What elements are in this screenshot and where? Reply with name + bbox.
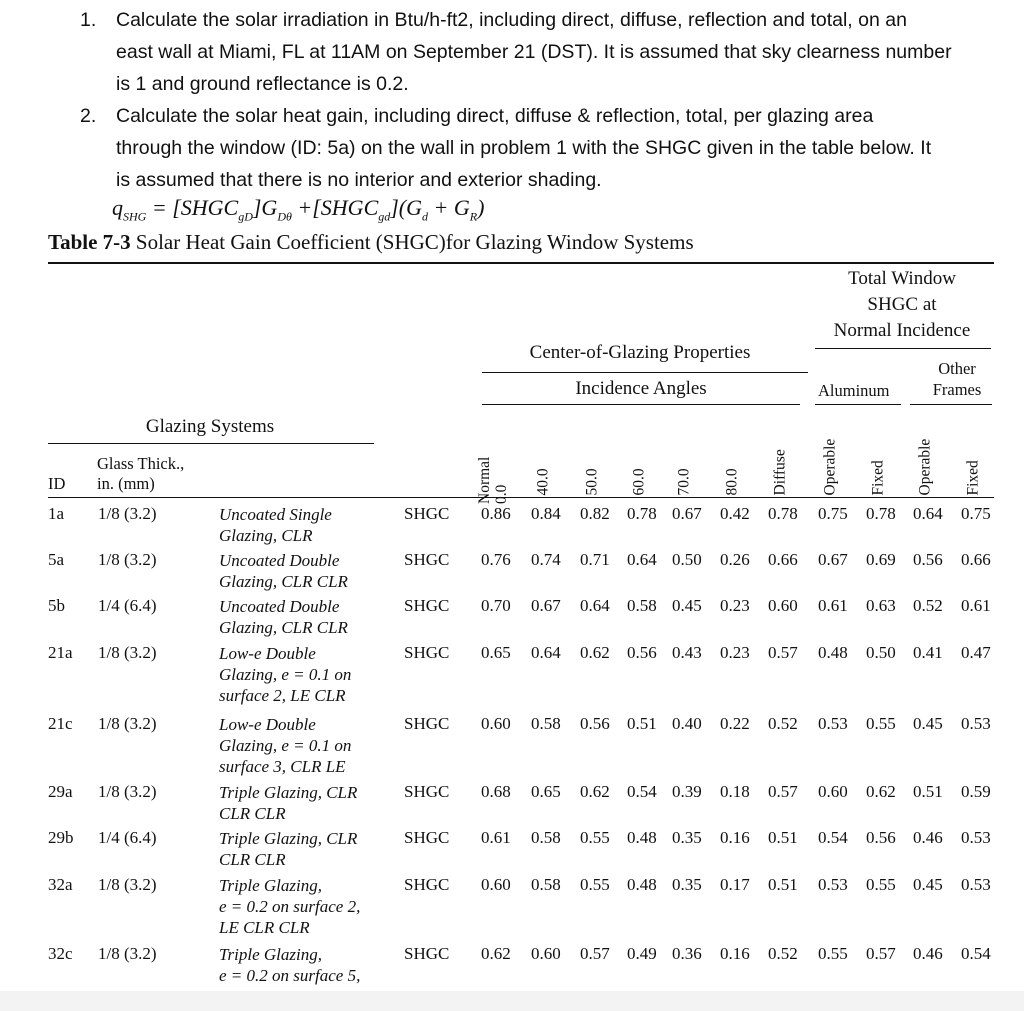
description-line: CLR CLR: [219, 850, 286, 869]
description-line: Triple Glazing, CLR: [219, 783, 358, 802]
row-value: 0.60: [818, 782, 848, 801]
row-value: 0.56: [913, 550, 943, 569]
row-id: 29a: [48, 782, 73, 801]
row-value: 0.16: [720, 828, 750, 847]
row-value: 0.47: [961, 643, 991, 662]
row-thickness: 1/4 (6.4): [98, 828, 157, 847]
header-total-window: Total Window SHGC at Normal Incidence: [833, 268, 971, 341]
row-value: 0.35: [672, 828, 702, 847]
column-header: 50.0: [583, 468, 601, 496]
rule-glazing-systems: [48, 443, 374, 444]
table-number: Table 7-3: [48, 230, 131, 254]
rule-center-glazing: [482, 372, 808, 373]
column-header: 80.0: [723, 468, 741, 496]
row-value: 0.53: [961, 828, 991, 847]
row-value: 0.63: [866, 596, 896, 615]
row-value: 0.46: [913, 944, 943, 963]
row-value: 0.61: [818, 596, 848, 615]
row-value: 0.52: [768, 714, 798, 733]
column-header: Fixed: [964, 460, 982, 496]
question-line: Calculate the solar heat gain, including direct, diffuse & reflection, total, per glazing area: [116, 105, 874, 127]
row-value: 0.75: [961, 504, 991, 523]
description-line: Glazing, e = 0.1 on: [219, 736, 352, 755]
row-thickness: 1/8 (3.2): [98, 944, 157, 963]
row-id: 32a: [48, 875, 73, 894]
row-description: [219, 875, 394, 938]
row-value: 0.48: [627, 875, 657, 894]
row-description: [219, 504, 394, 546]
description-line: Triple Glazing,: [219, 945, 322, 964]
row-label: SHGC: [404, 714, 450, 733]
row-value: 0.55: [818, 944, 848, 963]
row-value: 0.58: [627, 596, 657, 615]
row-value: 0.43: [672, 643, 702, 662]
question-line: Calculate the solar irradiation in Btu/h-ft2, including direct, diffuse, reflection and total, on an: [116, 9, 907, 31]
header-glazing-systems: Glazing Systems: [145, 416, 275, 437]
row-value: 0.56: [866, 828, 896, 847]
row-description: [219, 550, 394, 592]
row-value: 0.57: [768, 643, 798, 662]
row-value: 0.22: [720, 714, 750, 733]
row-value: 0.54: [627, 782, 657, 801]
row-value: 0.62: [481, 944, 511, 963]
row-label: SHGC: [404, 875, 450, 894]
row-value: 0.23: [720, 643, 750, 662]
row-label: SHGC: [404, 596, 450, 615]
row-value: 0.84: [531, 504, 561, 523]
description-line: Uncoated Double: [219, 551, 340, 570]
row-value: 0.36: [672, 944, 702, 963]
row-value: 0.50: [866, 643, 896, 662]
row-label: SHGC: [404, 782, 450, 801]
row-value: 0.57: [580, 944, 610, 963]
row-value: 0.66: [961, 550, 991, 569]
row-value: 0.57: [768, 782, 798, 801]
row-value: 0.71: [580, 550, 610, 569]
row-thickness: 1/4 (6.4): [98, 596, 157, 615]
row-value: 0.53: [818, 875, 848, 894]
rule-total-window: [815, 348, 991, 349]
description-line: Glazing, CLR CLR: [219, 618, 348, 637]
question-line: east wall at Miami, FL at 11AM on September 21 (DST). It is assumed that sky clearness number: [116, 41, 952, 63]
description-line: Triple Glazing, CLR: [219, 829, 358, 848]
row-value: 0.45: [913, 875, 943, 894]
description-line: e = 0.2 on surface 5,: [219, 966, 361, 985]
description-line: Glazing, e = 0.1 on: [219, 665, 352, 684]
row-value: 0.55: [580, 828, 610, 847]
row-value: 0.45: [913, 714, 943, 733]
row-value: 0.52: [913, 596, 943, 615]
row-value: 0.82: [580, 504, 610, 523]
top-rule: [48, 262, 994, 264]
header-other-frames: Other Frames: [932, 359, 982, 399]
row-value: 0.17: [720, 875, 750, 894]
row-id: 5b: [48, 596, 65, 615]
column-header: 70.0: [675, 468, 693, 496]
row-value: 0.35: [672, 875, 702, 894]
row-description: [219, 596, 394, 638]
row-value: 0.23: [720, 596, 750, 615]
row-value: 0.40: [672, 714, 702, 733]
row-value: 0.64: [580, 596, 610, 615]
row-thickness: 1/8 (3.2): [98, 643, 157, 662]
row-value: 0.53: [961, 875, 991, 894]
description-line: Glazing, CLR: [219, 526, 313, 545]
row-id: 5a: [48, 550, 65, 569]
column-header: Operable: [821, 438, 839, 496]
question-number: 2.: [80, 105, 97, 127]
row-value: 0.58: [531, 714, 561, 733]
row-value: 0.75: [818, 504, 848, 523]
row-id: 21c: [48, 714, 73, 733]
row-value: 0.51: [768, 875, 798, 894]
row-value: 0.69: [866, 550, 896, 569]
row-value: 0.58: [531, 875, 561, 894]
row-value: 0.41: [913, 643, 943, 662]
row-value: 0.61: [961, 596, 991, 615]
header-incidence-angles: Incidence Angles: [575, 378, 707, 399]
row-value: 0.61: [481, 828, 511, 847]
row-value: 0.62: [866, 782, 896, 801]
row-description: [219, 643, 394, 706]
row-value: 0.16: [720, 944, 750, 963]
description-line: Low-e Double: [219, 644, 316, 663]
row-value: 0.55: [580, 875, 610, 894]
row-value: 0.65: [531, 782, 561, 801]
row-value: 0.59: [961, 782, 991, 801]
row-value: 0.64: [913, 504, 943, 523]
rule-incidence: [482, 404, 800, 405]
row-value: 0.60: [481, 714, 511, 733]
description-line: Triple Glazing,: [219, 876, 322, 895]
column-header: Normal 0.0: [476, 456, 510, 504]
row-description: [219, 782, 394, 824]
row-value: 0.57: [866, 944, 896, 963]
row-description: [219, 828, 394, 870]
row-value: 0.53: [818, 714, 848, 733]
row-value: 0.53: [961, 714, 991, 733]
row-value: 0.62: [580, 643, 610, 662]
row-value: 0.51: [913, 782, 943, 801]
row-value: 0.56: [580, 714, 610, 733]
column-header: 40.0: [534, 468, 552, 496]
row-value: 0.78: [768, 504, 798, 523]
row-value: 0.51: [768, 828, 798, 847]
formula: $q_{SHG}$ = $[SHGC_{gD}]G_{D\theta}$ $+[SHGC_{gd}](G_d + G_R)$: [112, 195, 485, 224]
row-value: 0.68: [481, 782, 511, 801]
row-value: 0.39: [672, 782, 702, 801]
row-value: 0.62: [580, 782, 610, 801]
row-value: 0.42: [720, 504, 750, 523]
row-value: 0.65: [481, 643, 511, 662]
row-value: 0.26: [720, 550, 750, 569]
table-caption: [48, 230, 694, 255]
description-line: CLR CLR: [219, 804, 286, 823]
header-center-of-glazing: Center-of-Glazing Properties: [529, 342, 751, 363]
description-line: surface 2, LE CLR: [219, 686, 346, 705]
row-value: 0.55: [866, 714, 896, 733]
header-glass-thickness: Glass Thick., in. (mm): [97, 454, 185, 493]
row-value: 0.67: [818, 550, 848, 569]
rule-other-frames: [910, 404, 992, 405]
row-value: 0.49: [627, 944, 657, 963]
page-bottom-shade: [0, 991, 1024, 1011]
question-line: is assumed that there is no interior and exterior shading.: [116, 169, 602, 191]
row-id: 21a: [48, 643, 73, 662]
header-id: ID: [48, 474, 66, 493]
row-value: 0.86: [481, 504, 511, 523]
row-value: 0.45: [672, 596, 702, 615]
table-title: Solar Heat Gain Coefficient (SHGC)for Glazing Window Systems: [135, 230, 694, 254]
row-thickness: 1/8 (3.2): [98, 714, 157, 733]
question-line: through the window (ID: 5a) on the wall in problem 1 with the SHGC given in the table below. It: [116, 137, 932, 159]
description-line: Uncoated Double: [219, 597, 340, 616]
question-number: 1.: [80, 9, 97, 31]
row-value: 0.50: [672, 550, 702, 569]
description-line: Low-e Double: [219, 715, 316, 734]
row-thickness: 1/8 (3.2): [98, 782, 157, 801]
column-header: Operable: [916, 438, 934, 496]
column-header: Fixed: [869, 460, 887, 496]
column-header: 60.0: [630, 468, 648, 496]
question-line: is 1 and ground reflectance is 0.2.: [116, 73, 409, 95]
header-bottom-rule: [48, 497, 994, 498]
row-label: SHGC: [404, 550, 450, 569]
description-line: Uncoated Single: [219, 505, 332, 524]
row-id: 1a: [48, 504, 65, 523]
row-value: 0.67: [531, 596, 561, 615]
row-label: SHGC: [404, 643, 450, 662]
row-value: 0.48: [818, 643, 848, 662]
rule-aluminum: [815, 404, 901, 405]
row-value: 0.56: [627, 643, 657, 662]
row-value: 0.51: [627, 714, 657, 733]
row-value: 0.55: [866, 875, 896, 894]
row-label: SHGC: [404, 828, 450, 847]
row-value: 0.60: [481, 875, 511, 894]
row-value: 0.60: [531, 944, 561, 963]
row-value: 0.74: [531, 550, 561, 569]
row-value: 0.64: [627, 550, 657, 569]
row-value: 0.54: [818, 828, 848, 847]
row-id: 29b: [48, 828, 74, 847]
row-description: [219, 714, 394, 777]
description-line: Glazing, CLR CLR: [219, 572, 348, 591]
row-value: 0.48: [627, 828, 657, 847]
row-value: 0.18: [720, 782, 750, 801]
row-value: 0.60: [768, 596, 798, 615]
row-label: SHGC: [404, 504, 450, 523]
row-value: 0.52: [768, 944, 798, 963]
row-value: 0.46: [913, 828, 943, 847]
row-value: 0.67: [672, 504, 702, 523]
row-value: 0.66: [768, 550, 798, 569]
description-line: e = 0.2 on surface 2,: [219, 897, 361, 916]
description-line: surface 3, CLR LE: [219, 757, 346, 776]
row-value: 0.54: [961, 944, 991, 963]
row-thickness: 1/8 (3.2): [98, 504, 157, 523]
row-value: 0.64: [531, 643, 561, 662]
row-thickness: 1/8 (3.2): [98, 875, 157, 894]
row-thickness: 1/8 (3.2): [98, 550, 157, 569]
header-aluminum: Aluminum: [818, 381, 890, 400]
row-value: 0.76: [481, 550, 511, 569]
row-value: 0.78: [627, 504, 657, 523]
description-line: LE CLR CLR: [219, 918, 310, 937]
row-value: 0.70: [481, 596, 511, 615]
row-id: 32c: [48, 944, 73, 963]
row-label: SHGC: [404, 944, 450, 963]
row-value: 0.58: [531, 828, 561, 847]
row-value: 0.78: [866, 504, 896, 523]
column-header: Diffuse: [771, 449, 789, 496]
